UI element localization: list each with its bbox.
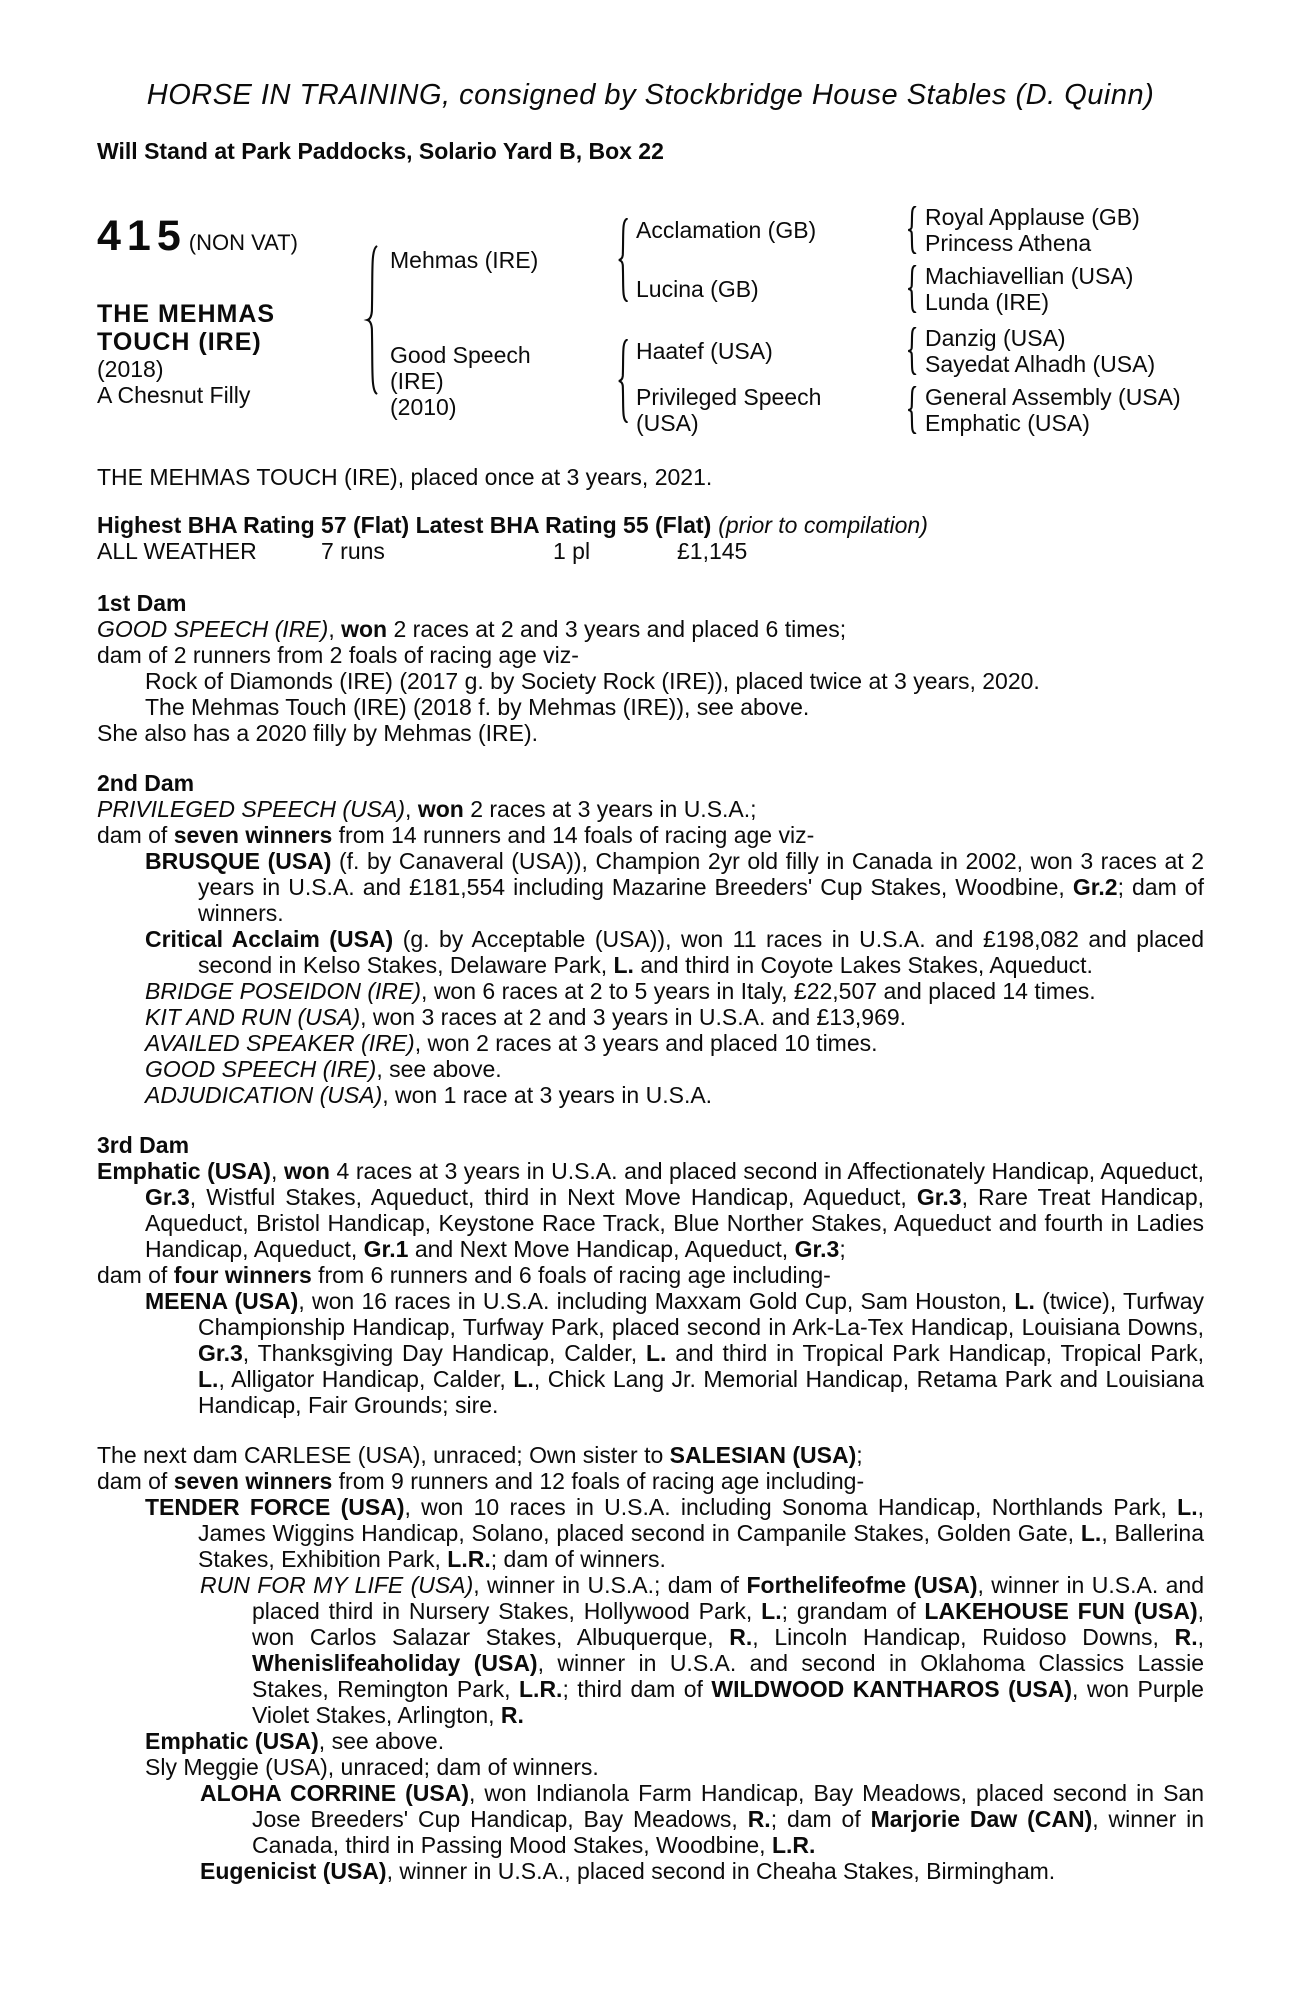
section-heading: 1st Dam [97,590,187,616]
catalogue-paragraph: MEENA (USA), won 16 races in U.S.A. including Maxxam Gold Cup, Sam Houston, L. (twice), Turfway Championship Handicap, Turfway Park, placed second in Ark-La-Tex Handicap, Louisiana Downs, Gr.3, Thanksgiving Day Handicap, Calder, L. and third in Tropical Park Handicap, Tropical Park, L., Alligator Handicap, Calder, L., Chick Lang Jr. Memorial Handicap, Retama Park and Louisiana Handicap, Fair Grounds; sire. [145,1288,1205,1418]
catalogue-paragraph: dam of seven winners from 14 runners and 14 foals of racing age viz- [97,822,815,848]
foaling-year: (2018) [97,356,164,382]
pedigree-brace-icon [904,386,918,434]
catalogue-paragraph: Emphatic (USA), won 4 races at 3 years in U.S.A. and placed second in Affectionately Handicap, Aqueduct, Gr.3, Wistful Stakes, Aqueduct, third in Next Move Handicap, Aqueduct, Gr.3, Rare Treat Handicap, Aqueduct, Bristol Handicap, Keystone Race Track, Blue Norther Stakes, Aqueduct and fourth in Ladies Handicap, Aqueduct, Gr.1 and Next Move Handicap, Aqueduct, Gr.3; [97,1158,1205,1262]
catalogue-paragraph: PRIVILEGED SPEECH (USA), won 2 races at 3 years in U.S.A.; [97,796,757,822]
section-1st-dam [97,590,1204,746]
great-grandsire-name: General Assembly (USA) [925,384,1181,410]
grandsire-name [630,217,904,243]
granddam-name [630,384,904,436]
great-granddam-name: Princess Athena [925,230,1092,256]
vat-note: (NON VAT) [188,230,298,255]
pedigree-brace-icon [362,245,380,395]
record-placings: 1 pl [553,538,591,564]
lot-info [97,214,362,408]
section-paragraphs [97,1158,1204,1418]
bha-rating: Highest BHA Rating 57 (Flat) Latest BHA Rating 55 (Flat) [97,512,712,538]
catalogue-paragraph: TENDER FORCE (USA), won 10 races in U.S.A. including Sonoma Handicap, Northlands Park, L., James Wiggins Handicap, Solano, placed second in Campanile Stakes, Golden Gate, L., Ballerina Stakes, Exhibition Park, L.R.; dam of winners. [145,1494,1204,1572]
record-surface: ALL WEATHER [97,538,257,564]
section-paragraphs [97,616,1204,746]
catalogue-paragraph: ADJUDICATION (USA), won 1 race at 3 years in U.S.A. [145,1082,713,1108]
catalogue-paragraph: KIT AND RUN (USA), won 3 races at 2 and 3 years in U.S.A. and £13,969. [145,1004,907,1030]
catalogue-paragraph: GOOD SPEECH (IRE), see above. [145,1056,502,1082]
catalogue-paragraph: dam of 2 runners from 2 foals of racing age viz- [97,642,579,668]
catalogue-paragraph: GOOD SPEECH (IRE), won 2 races at 2 and 3 years and placed 6 times; [97,616,847,642]
grandsire-branch [630,325,1181,377]
great-granddam-name: Sayedat Alhadh (USA) [925,351,1156,377]
catalogue-paragraph: Critical Acclaim (USA) (g. by Acceptable (USA)), won 11 races in U.S.A. and £198,082 and placed second in Kelso Stakes, Delaware Park, L. and third in Coyote Lakes Stakes, Aqueduct. [145,926,1204,978]
catalogue-paragraph: BRUSQUE (USA) (f. by Canaveral (USA)), Champion 2yr old filly in Canada in 2002, won 3 races at 2 years in U.S.A. and £181,554 including Mazarine Breeders' Cup Stakes, Woodbine, Gr.2; dam of winners. [145,848,1205,926]
horse-name: THE MEHMAS TOUCH (IRE) [97,300,276,356]
great-granddam-name: Emphatic (USA) [925,410,1090,436]
stand-location: Will Stand at Park Paddocks, Solario Yard B, Box 22 [97,138,664,164]
sire-branch [380,204,1181,315]
grandsire-name-line: Haatef (USA) [636,338,773,364]
catalogue-paragraph: dam of seven winners from 9 runners and 12 foals of racing age including- [97,1468,865,1494]
catalogue-paragraph: dam of four winners from 6 runners and 6 foals of racing age including- [97,1262,831,1288]
great-grandsire-name: Danzig (USA) [925,325,1066,351]
section-3rd-dam [97,1132,1204,1418]
dam-branch [380,325,1181,436]
catalogue-paragraph: BRIDGE POSEIDON (IRE), won 6 races at 2 to 5 years in Italy, £22,507 and placed 14 times. [145,978,1096,1004]
section-paragraphs [97,796,1204,1108]
catalogue-paragraph: She also has a 2020 filly by Mehmas (IRE). [97,720,539,746]
lot-header [97,214,362,258]
bha-rating-line [97,512,1204,538]
catalogue-paragraph: Emphatic (USA), see above. [145,1728,445,1754]
grandsire-name [630,338,904,364]
section-2nd-dam [97,770,1204,1108]
catalogue-paragraph: RUN FOR MY LIFE (USA), winner in U.S.A.; dam of Forthelifeofme (USA), winner in U.S.A. and placed third in Nursery Stakes, Hollywood Park, L.; grandam of LAKEHOUSE FUN (USA), won Carlos Salazar Stakes, Albuquerque, R., Lincoln Handicap, Ruidoso Downs, R., Whenislifeaholiday (USA), winner in U.S.A. and second in Oklahoma Classics Lassie Stakes, Remington Park, L.R.; third dam of WILDWOOD KANTHAROS (USA), won Purple Violet Stakes, Arlington, R. [200,1572,1204,1728]
record-earnings: £1,145 [677,538,748,564]
grandsire-name-line: Acclamation (GB) [636,217,817,243]
dam-name-line: (2010) [390,393,457,420]
consignment-title: HORSE IN TRAINING, consigned by Stockbridge House Stables (D. Quinn) [146,79,1155,111]
granddam-branch [630,384,1181,436]
dam-name-line: (IRE) [390,367,444,394]
race-summary: THE MEHMAS TOUCH (IRE), placed once at 3 years, 2021. [97,464,713,490]
race-record-row [97,538,1204,564]
catalogue-paragraph: The next dam CARLESE (USA), unraced; Own sister to SALESIAN (USA); [97,1442,863,1468]
catalogue-paragraph: ALOHA CORRINE (USA), won Indianola Farm Handicap, Bay Meadows, placed second in San Jose Breeders' Cup Handicap, Bay Meadows, R.; dam of Marjorie Daw (CAN), winner in Canada, third in Passing Mood Stakes, Woodbine, L.R. [200,1780,1205,1858]
granddam-name [630,276,904,302]
section-heading: 3rd Dam [97,1132,190,1158]
great-granddam-name: Lunda (IRE) [925,289,1050,315]
dam-name-line: Good Speech [390,341,531,368]
pedigree-brace-icon [904,206,918,254]
pedigree-brace-icon [614,218,630,302]
great-grandsire-name: Machiavellian (USA) [925,263,1134,289]
granddam-branch [630,263,1140,315]
catalogue-paragraph: The Mehmas Touch (IRE) (2018 f. by Mehmas (IRE)), see above. [145,694,810,720]
section-heading: 2nd Dam [97,770,195,796]
granddam-name-line: Privileged Speech [636,384,822,410]
record-runs: 7 runs [321,538,385,564]
catalogue-paragraph: AVAILED SPEAKER (IRE), won 2 races at 3 years and placed 10 times. [145,1030,878,1056]
rating-note: (prior to compilation) [718,512,928,538]
pedigree-brace-icon [614,339,630,423]
catalogue-paragraph: Sly Meggie (USA), unraced; dam of winners. [145,1754,599,1780]
pedigree-table [97,204,1204,436]
lot-horse-block [97,300,362,408]
granddam-name-line: Lucina (GB) [636,276,759,302]
pedigree-tree [362,204,1181,436]
dam-name [380,342,614,420]
lot-number: 415 [97,212,187,260]
great-grandsire-name: Royal Applause (GB) [925,204,1140,230]
granddam-name-line: (USA) [636,410,699,436]
sire-name-line: Mehmas (IRE) [390,246,539,273]
catalogue-paragraph: Rock of Diamonds (IRE) (2017 g. by Society Rock (IRE)), placed twice at 3 years, 2020. [145,668,1040,694]
catalogue-paragraph: Eugenicist (USA), winner in U.S.A., placed second in Cheaha Stakes, Birmingham. [200,1858,1056,1884]
color-description: A Chesnut Filly [97,382,251,408]
pedigree-brace-icon [904,265,918,313]
pedigree-brace-icon [904,327,918,375]
grandsire-branch [630,204,1140,256]
section-paragraphs [97,1442,1204,1884]
sire-name [380,247,614,273]
section-next-dam [97,1442,1204,1884]
